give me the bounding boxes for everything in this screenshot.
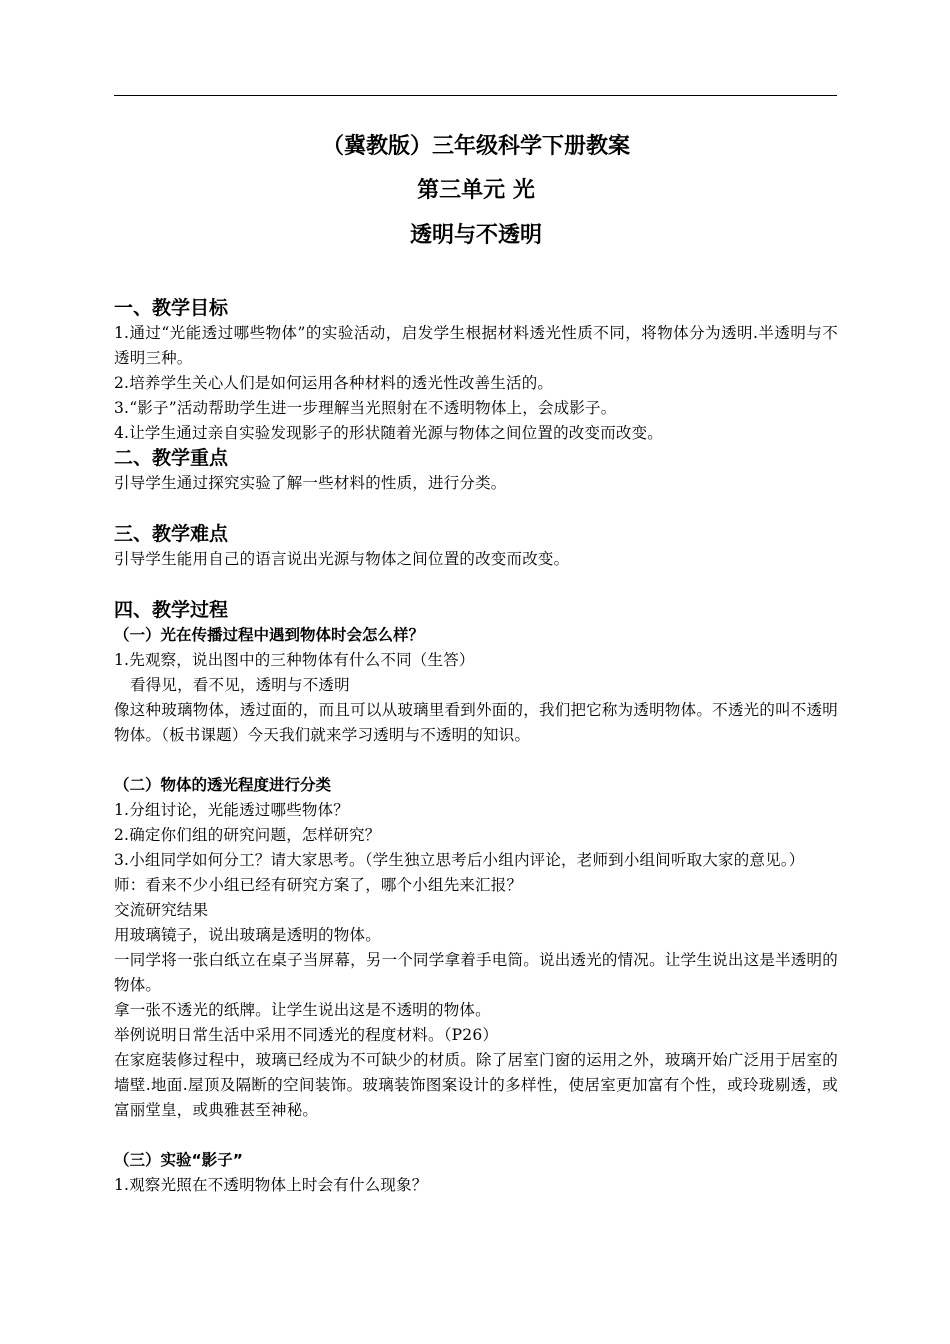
part1-heading: （一）光在传播过程中遇到物体时会怎么样？ <box>114 626 425 644</box>
key-points-text: 引导学生通过探究实验了解一些材料的性质，进行分类。 <box>114 474 507 492</box>
part3-line-1: 1.观察光照在不透明物体上时会有什么现象？ <box>114 1176 428 1194</box>
lesson-title: 透明与不透明 <box>409 223 542 248</box>
part2-line-6: 用玻璃镜子，说出玻璃是透明的物体。 <box>114 926 381 944</box>
part3-heading: （三）实验“影子” <box>114 1151 243 1169</box>
objective-item-1: 1.通过“光能透过哪些物体”的实验活动，启发学生根据材料透光性质不同，将物体分为透明.半透明与不透明三种。 <box>114 324 838 367</box>
objectives-heading: 一、教学目标 <box>114 297 229 319</box>
part2-line-1: 1.分组讨论，光能透过哪些物体？ <box>114 801 349 819</box>
part2-line-9: 举例说明日常生活中采用不同透光的程度材料。（P26） <box>114 1026 499 1044</box>
part2-line-8: 拿一张不透光的纸牌。让学生说出这是不透明的物体。 <box>114 1001 491 1019</box>
objective-item-4: 4.让学生通过亲自实验发现影子的形状随着光源与物体之间位置的改变而改变。 <box>114 424 663 442</box>
key-points-heading: 二、教学重点 <box>114 447 229 469</box>
part2-line-7: 一同学将一张白纸立在桌子当屏幕，另一个同学拿着手电筒。说出透光的情况。让学生说出这是半透明的物体。 <box>114 951 838 994</box>
header-rule <box>114 95 837 96</box>
part1-line-2: 看得见，看不见，透明与不透明 <box>130 676 350 694</box>
part2-line-2: 2.确定你们组的研究问题，怎样研究？ <box>114 826 381 844</box>
difficulties-text: 引导学生能用自己的语言说出光源与物体之间位置的改变而改变。 <box>114 550 570 568</box>
part2-line-5: 交流研究结果 <box>114 901 209 919</box>
part2-line-3: 3.小组同学如何分工？请大家思考。（学生独立思考后小组内评论，老师到小组间听取大家的意见。） <box>114 851 805 869</box>
unit-title: 第三单元 光 <box>417 178 535 203</box>
objective-item-3: 3.“影子”活动帮助学生进一步理解当光照射在不透明物体上，会成影子。 <box>114 399 617 417</box>
document-title: （冀教版）三年级科学下册教案 <box>321 134 630 159</box>
process-heading: 四、教学过程 <box>114 599 229 621</box>
part1-line-1: 1.先观察，说出图中的三种物体有什么不同（生答） <box>114 651 475 669</box>
document-page <box>114 128 838 1198</box>
part2-heading: （二）物体的透光程度进行分类 <box>114 776 332 794</box>
objective-item-2: 2.培养学生关心人们是如何运用各种材料的透光性改善生活的。 <box>114 374 554 392</box>
difficulties-heading: 三、教学难点 <box>114 523 229 545</box>
part2-line-10: 在家庭装修过程中，玻璃已经成为不可缺少的材质。除了居室门窗的运用之外，玻璃开始广泛用于居室的墙壁.地面.屋顶及隔断的空间装饰。玻璃装饰图案设计的多样性，使居室更加富有个性，或玲珑剔透，或富丽堂皇，或典雅甚至神秘。 <box>114 1051 838 1119</box>
part2-line-4: 师：看来不少小组已经有研究方案了，哪个小组先来汇报？ <box>114 876 523 894</box>
part1-line-3: 像这种玻璃物体，透过面的，而且可以从玻璃里看到外面的，我们把它称为透明物体。不透光的叫不透明物体。（板书课题）今天我们就来学习透明与不透明的知识。 <box>114 701 838 744</box>
